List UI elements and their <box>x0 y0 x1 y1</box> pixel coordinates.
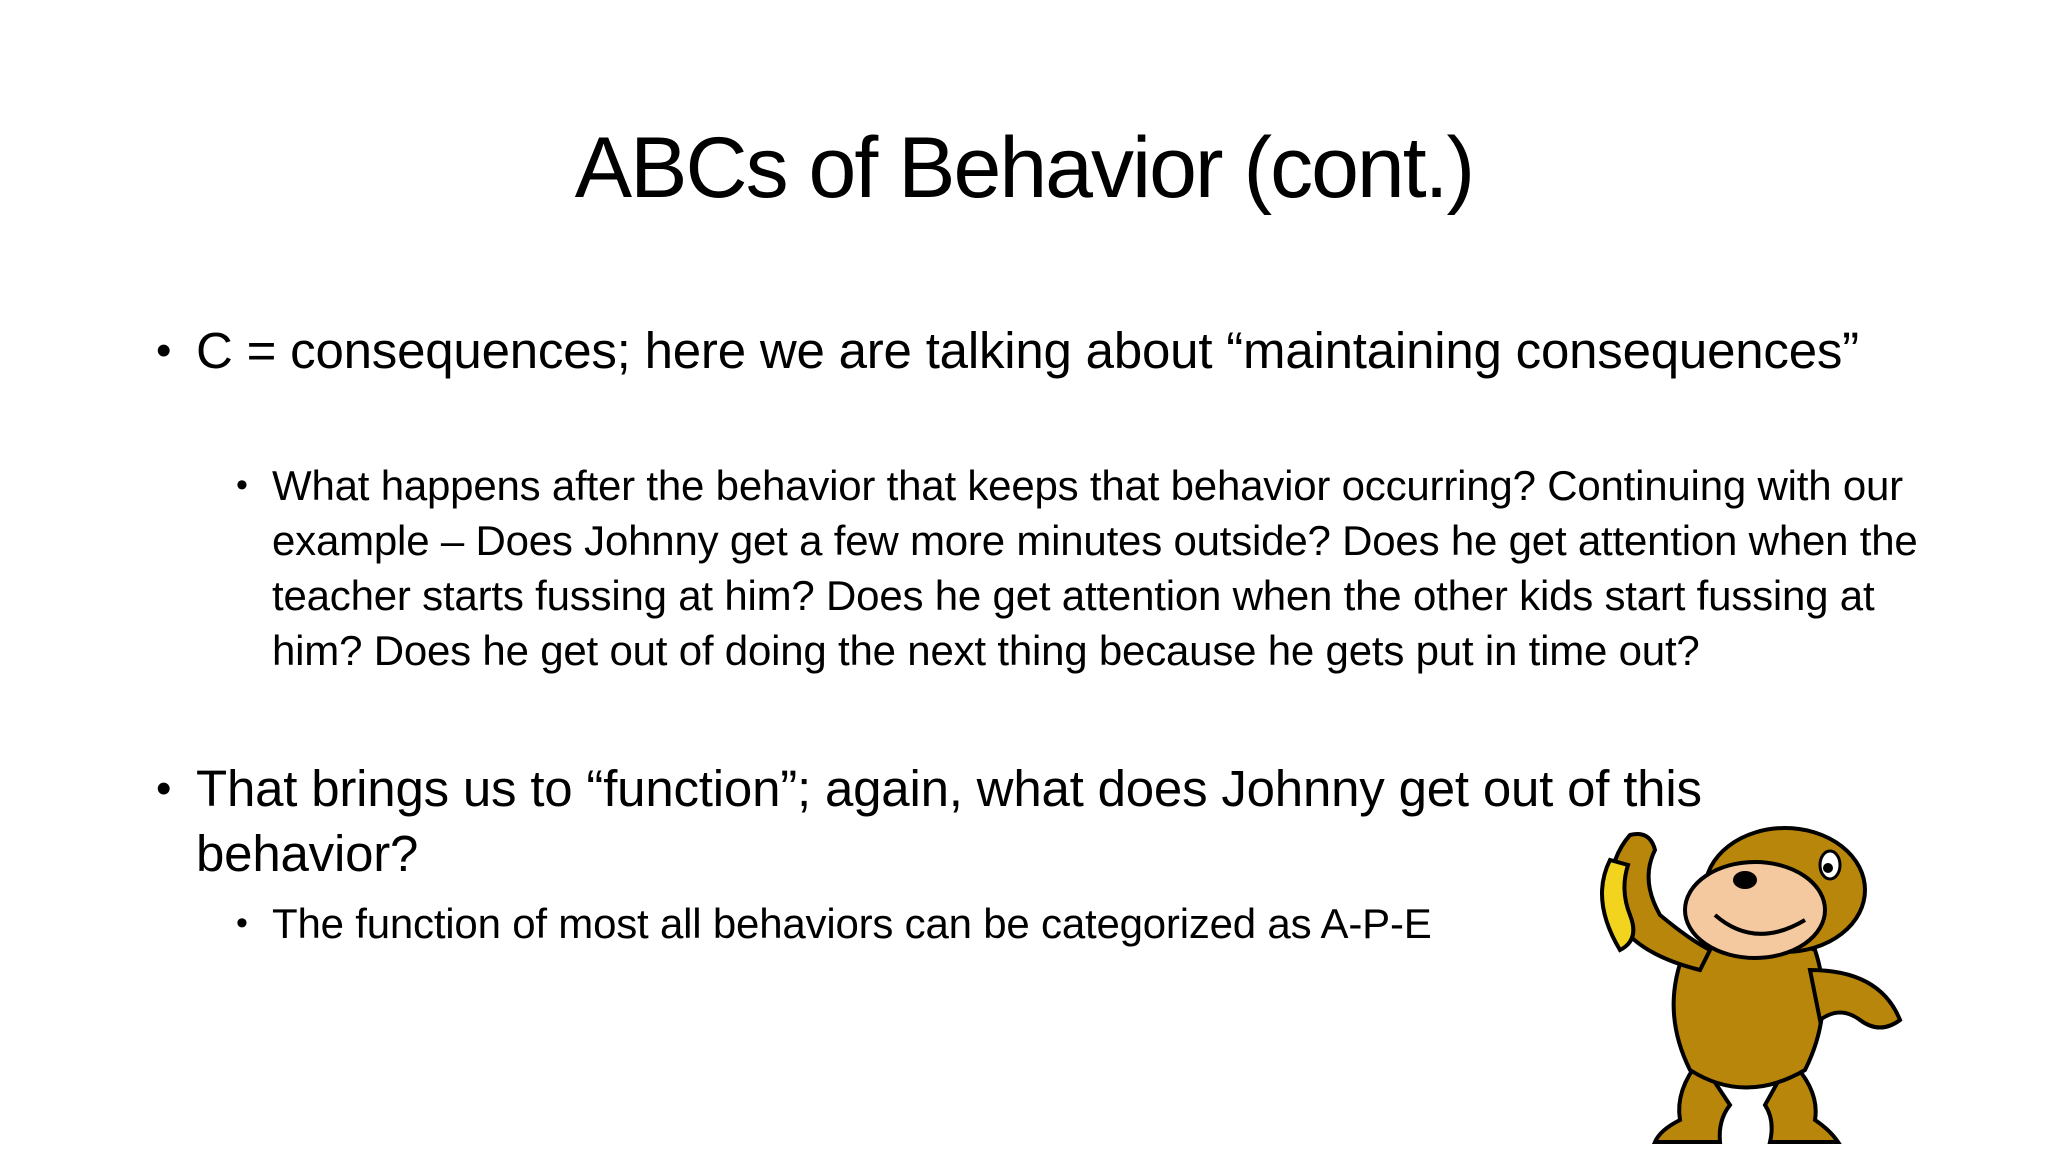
slide-title: ABCs of Behavior (cont.) <box>574 120 1474 216</box>
bullet-glyph: • <box>156 764 172 813</box>
bullet-glyph: • <box>236 904 248 942</box>
bullet-glyph: • <box>236 466 248 504</box>
monkey-with-banana-icon <box>1580 820 1920 1152</box>
bullet-glyph: • <box>156 326 172 375</box>
bullet-text: C = consequences; here we are talking about “maintaining consequences” <box>196 322 1859 379</box>
bullet-item-consequences <box>156 318 1916 383</box>
bullet-text: What happens after the behavior that keeps that behavior occurring? Continuing with our example – Does Johnny get a few more minutes outside? Does he get attention when the teacher starts fussing at him? Does he get attention when the other kids start fussing at him? Does he get out of doing the next thing because he gets put in time out? <box>272 462 1918 674</box>
sub-bullet-item-what-happens <box>236 458 1952 678</box>
sub-bullet-item-ape <box>236 896 1572 951</box>
bullet-text: The function of most all behaviors can be categorized as A-P-E <box>272 900 1432 947</box>
bullet-text: That brings us to “function”; again, what does Johnny get out of this behavior? <box>196 760 1702 882</box>
